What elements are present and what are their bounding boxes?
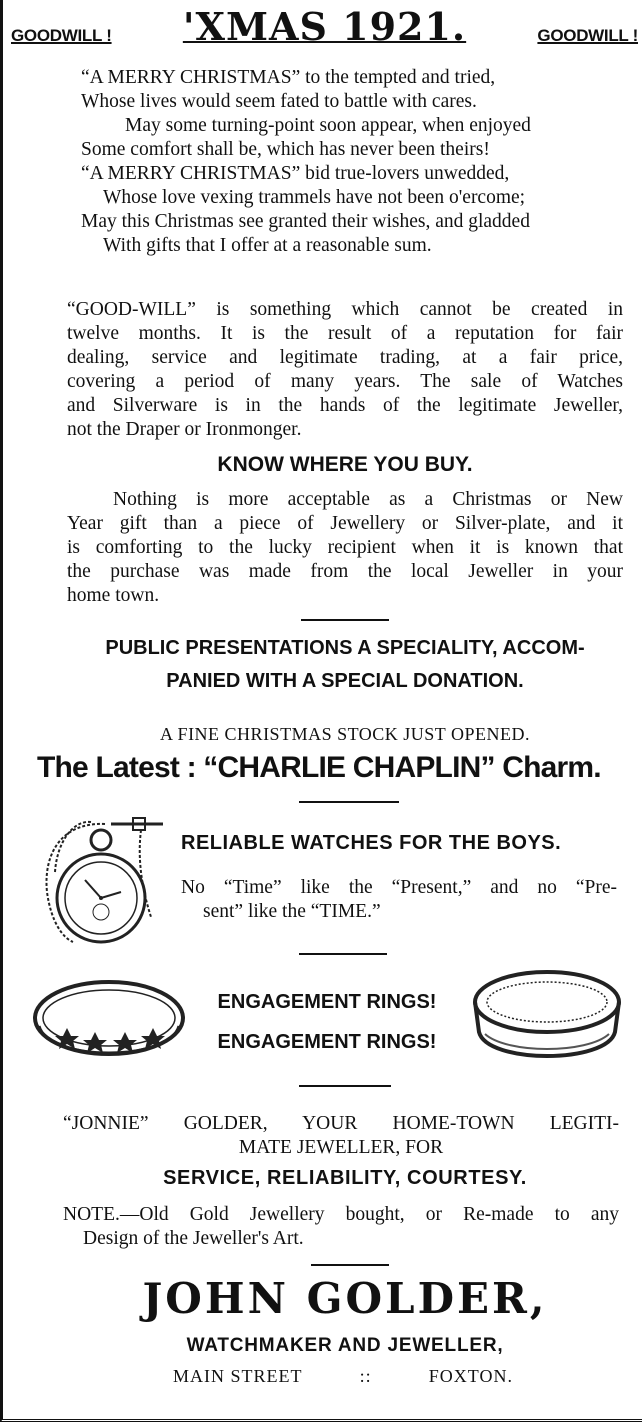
- goodwill-left-tag: GOODWILL !: [11, 26, 112, 45]
- address-line: [173, 1366, 513, 1387]
- divider-rule: [299, 953, 387, 955]
- hometown-line: “JONNIE” GOLDER, YOUR HOME-TOWN LEGITI-: [63, 1113, 619, 1134]
- christmas-verse: [3, 66, 642, 258]
- note-line: NOTE.—Old Gold Jewellery bought, or Re-made to any: [63, 1204, 619, 1225]
- engagement-rings-line: ENGAGEMENT RINGS!: [217, 991, 437, 1013]
- gift-line: the purchase was made from the local Jeweller in your: [67, 561, 623, 582]
- gift-line: Nothing is more acceptable as a Christmas or New: [113, 489, 623, 510]
- gift-paragraph: [67, 488, 623, 608]
- goodwill-line: twelve months. It is the result of a reputation for fair: [67, 323, 623, 344]
- presentations-line: PUBLIC PRESENTATIONS A SPECIALITY, ACCOM-: [105, 637, 585, 659]
- goodwill-right-tag: GOODWILL !: [537, 26, 638, 45]
- goodwill-paragraph: [67, 298, 623, 442]
- gift-line: Year gift than a piece of Jewellery or Silver-plate, and it: [67, 513, 623, 534]
- goodwill-line: and Silverware is in the hands of the legitimate Jeweller,: [67, 395, 623, 416]
- divider-rule: [311, 1264, 389, 1266]
- divider-rule: [299, 801, 399, 803]
- watches-slogan-line: No “Time” like the “Present,” and no “Pre-: [181, 877, 617, 898]
- verse-line: May this Christmas see granted their wishes, and gladded: [81, 211, 530, 232]
- hometown-line: MATE JEWELLER, FOR: [238, 1137, 444, 1158]
- stock-line: A FINE CHRISTMAS STOCK JUST OPENED.: [160, 724, 530, 744]
- goodwill-line: “GOOD-WILL” is something which cannot be created in: [67, 299, 623, 320]
- note-line: Design of the Jeweller's Art.: [83, 1228, 304, 1249]
- service-line: SERVICE, RELIABILITY, COURTESY.: [163, 1167, 527, 1189]
- proprietor-name: JOHN GOLDER,: [142, 1274, 548, 1323]
- jewelled-ring-icon: [29, 970, 189, 1074]
- pocket-watch-icon: [33, 812, 183, 947]
- town-name: FOXTON.: [428, 1366, 513, 1386]
- verse-line: “A MERRY CHRISTMAS” bid true-lovers unwedded,: [81, 163, 510, 184]
- old-gold-note: [63, 1203, 619, 1251]
- divider-rule: [299, 1085, 391, 1087]
- hometown-jeweller-text: [63, 1112, 619, 1160]
- latest-charm-line: The Latest : “CHARLIE CHAPLIN” Charm.: [37, 751, 601, 784]
- proprietor-trade: WATCHMAKER AND JEWELLER,: [186, 1335, 504, 1356]
- watches-slogan-line: sent” like the “TIME.”: [203, 901, 381, 922]
- verse-line: With gifts that I offer at a reasonable sum.: [103, 235, 432, 256]
- gift-line: is comforting to the lucky recipient when it is known that: [67, 537, 623, 558]
- verse-line: Whose lives would seem fated to battle with cares.: [81, 91, 477, 112]
- divider-rule: [301, 619, 389, 621]
- address-separator: ::: [359, 1366, 372, 1386]
- gift-line: home town.: [67, 585, 160, 606]
- verse-line: Whose love vexing trammels have not been o'ercome;: [103, 187, 526, 208]
- street-name: MAIN STREET: [173, 1366, 303, 1386]
- goodwill-line: covering a period of many years. The sale of Watches: [67, 371, 623, 392]
- watches-slogan: [181, 876, 617, 924]
- ad-title: 'XMAS 1921.: [182, 4, 467, 49]
- header-row: [11, 4, 638, 49]
- verse-line: May some turning-point soon appear, when enjoyed: [125, 115, 531, 136]
- know-where-heading: KNOW WHERE YOU BUY.: [217, 453, 473, 476]
- watches-heading: RELIABLE WATCHES FOR THE BOYS.: [181, 832, 562, 854]
- verse-line: “A MERRY CHRISTMAS” to the tempted and tried,: [81, 67, 496, 88]
- presentations-line: PANIED WITH A SPECIAL DONATION.: [166, 670, 524, 692]
- engagement-rings-line: ENGAGEMENT RINGS!: [217, 1031, 437, 1053]
- plain-band-ring-icon: [467, 962, 627, 1074]
- presentations-notice: [3, 632, 642, 698]
- goodwill-line: dealing, service and legitimate trading, at a fair price,: [67, 347, 623, 368]
- goodwill-line: not the Draper or Ironmonger.: [67, 419, 302, 440]
- verse-line: Some comfort shall be, which has never been theirs!: [81, 139, 490, 160]
